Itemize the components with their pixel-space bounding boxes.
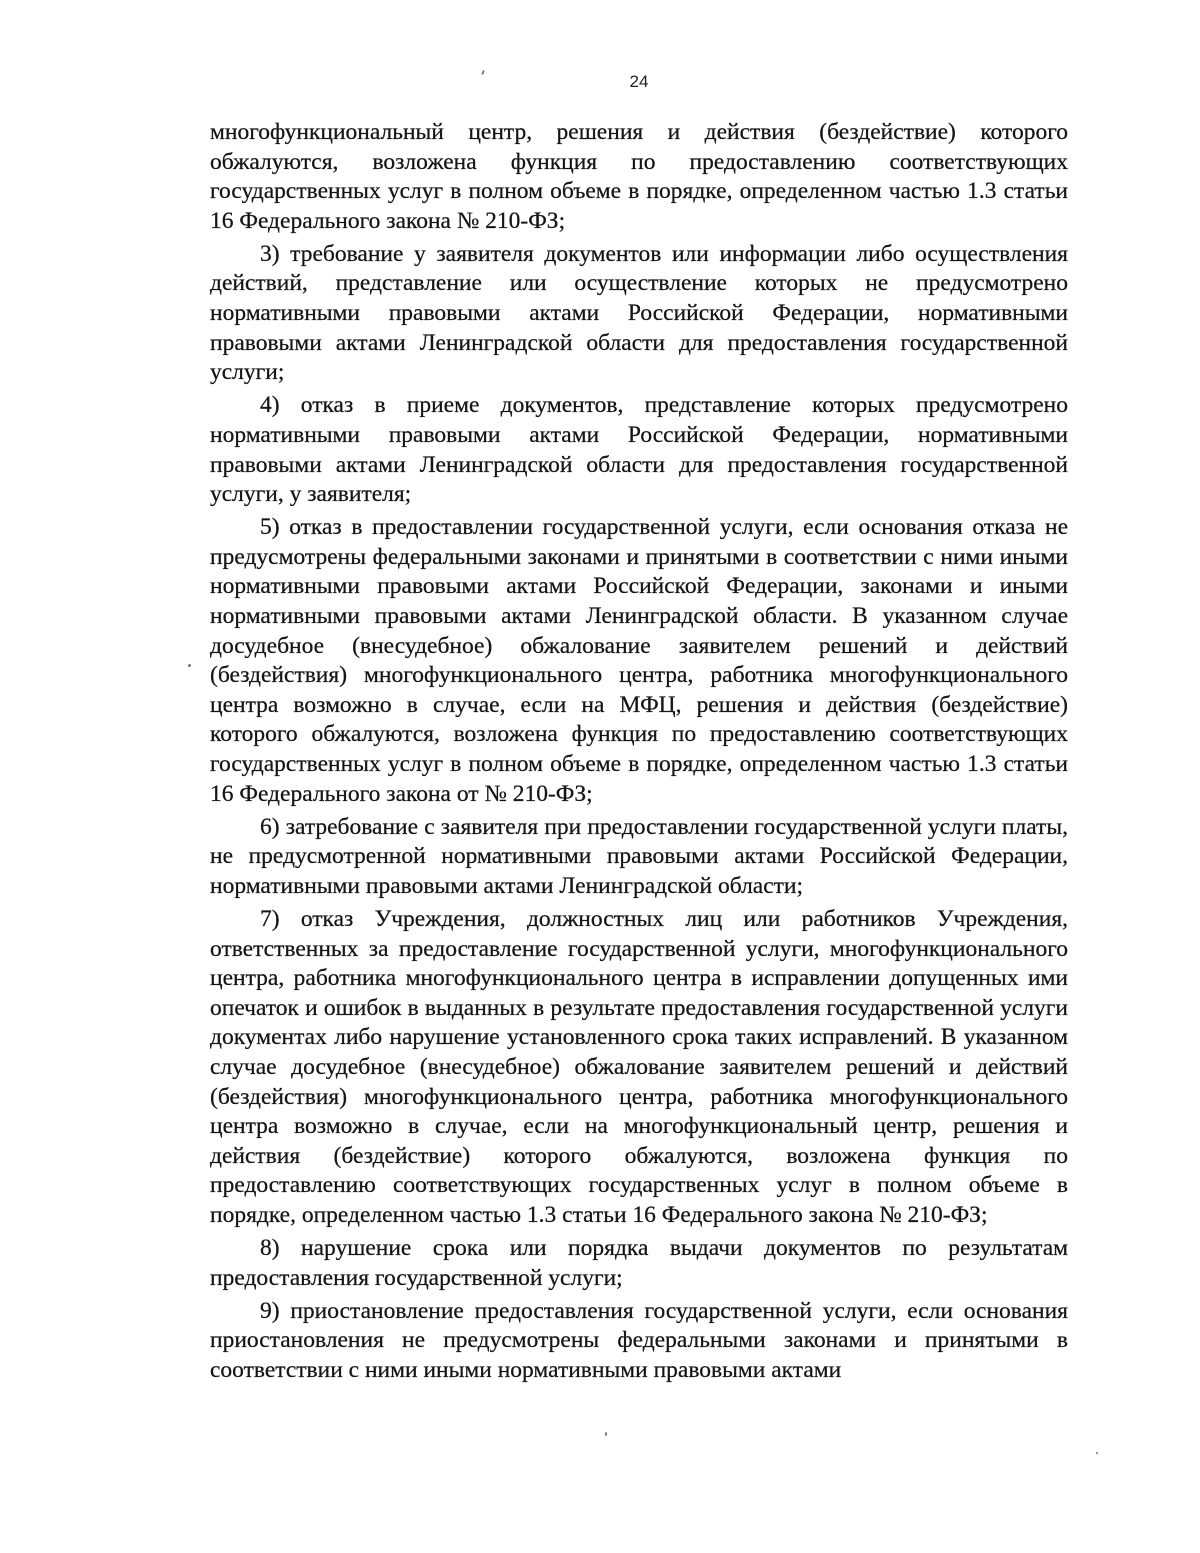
scan-speck [1096, 1452, 1098, 1454]
document-body [210, 118, 1068, 1385]
scan-speck [188, 664, 191, 667]
paragraph-item-8: 8) нарушение срока или порядка выдачи документов по результатам предоставления государственной услуги; [210, 1234, 1068, 1291]
scan-speck [605, 1432, 607, 1436]
paragraph-continuation: многофункциональный центр, решения и действия (бездействие) которого обжалуются, возложена функция по предоставлению соответствующих государственных услуг в полном объеме в порядке, определенном частью 1.3 статьи 16 Федерального закона № 210-ФЗ; [210, 119, 1068, 234]
paragraph-item-4: 4) отказ в приеме документов, представление которых предусмотрено нормативными правовыми актами Российской Федерации, нормативными правовыми актами Ленинградской области для предоставления государственной услуги, у заявителя; [210, 392, 1068, 508]
paragraph-item-6: 6) затребование с заявителя при предоставлении государственной услуги платы, не предусмотренной нормативными правовыми актами Российской Федерации, нормативными правовыми актами Ленинградской области; [210, 813, 1068, 899]
paragraph-item-5: 5) отказ в предоставлении государственной услуги, если основания отказа не предусмотрены федеральными законами и принятыми в соответствии с ними иными нормативными правовыми актами Российской Федерации, законами и иными нормативными правовыми актами Ленинградской области. В указанном случае досудебное (внесудебное) обжалование заявителем решений и действий (бездействия) многофункционального центра, работника многофункционального центра возможно в случае, если на МФЦ, решения и действия (бездействие) которого обжалуются, возложена функция по предоставлению соответствующих государственных услуг в полном объеме в порядке, определенном частью 1.3 статьи 16 Федерального закона от № 210-ФЗ; [210, 514, 1068, 807]
paragraph-item-9: 9) приостановление предоставления государственной услуги, если основания приостановления не предусмотрены федеральными законами и принятыми в соответствии с ними иными нормативными правовыми актами [210, 1297, 1068, 1383]
page-number: 24 [629, 72, 649, 91]
paragraph-item-7: 7) отказ Учреждения, должностных лиц или работников Учреждения, ответственных за предоставление государственной услуги, многофункционального центра, работника многофункционального центра в исправлении допущенных ими опечаток и ошибок в выданных в результате предоставления государственной услуги документах либо нарушение установленного срока таких исправлений. В указанном случае досудебное (внесудебное) обжалование заявителем решений и действий (бездействия) многофункционального центра, работника многофункционального центра возможно в случае, если на многофункциональный центр, решения и действия (бездействие) которого обжалуются, возложена функция по предоставлению соответствующих государственных услуг в полном объеме в порядке, определенном частью 1.3 статьи 16 Федерального закона № 210-ФЗ; [210, 905, 1068, 1228]
paragraph-item-3: 3) требование у заявителя документов или информации либо осуществления действий, представление или осуществление которых не предусмотрено нормативными правовыми актами Российской Федерации, нормативными правовыми актами Ленинградской области для предоставления государственной услуги; [210, 240, 1068, 386]
